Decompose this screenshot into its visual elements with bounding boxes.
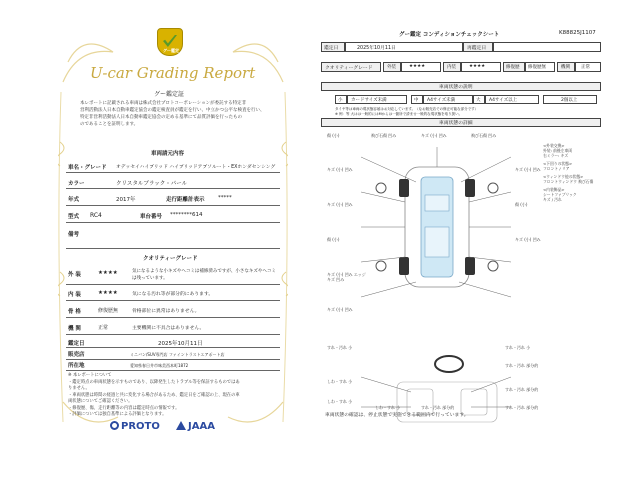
size-note-2: ※ 例：等 大はは一般的にはMからは一箇所で済ませ一般的な現状態を取り扱い。 xyxy=(335,112,463,116)
condition-header: 車両状態の説明 xyxy=(439,85,473,90)
date-label: 鑑定日 xyxy=(324,46,339,51)
zone-right-1: キズ (小) 凹み xyxy=(515,167,541,172)
jaaa-logo: JAAA xyxy=(176,421,215,432)
goo-kantei-badge xyxy=(157,28,183,56)
zone-int-1: すれ・汚れ 小 xyxy=(327,345,353,350)
proto-logo: PROTO xyxy=(110,421,160,432)
vehicle-diagram xyxy=(321,127,601,427)
notes-sidebar: <外装交換> 外装: 前後左車両 右ミラー: キズ <下回りの状態> フロント / リア <ウィンドウ他の状態> フロントウィンドウ 飛び石傷 <内装飾品> シートファブリック キズ / 汚れ xyxy=(543,143,594,202)
zone-left-1: 傷 (小) xyxy=(327,133,340,138)
sheet-footer-note: 車両状態の確認は、停止状態で実施できる範囲内で行っています。 xyxy=(325,413,469,418)
zone-top-3: 飛び石傷 凹み xyxy=(471,133,497,138)
report-title: U-car Grading Report xyxy=(90,64,256,82)
zone-int-8: すれ・汚れ 部分的 xyxy=(421,405,455,410)
zone-left-3: キズ (小) 凹み xyxy=(327,202,353,207)
badge-check-icon xyxy=(163,35,177,47)
grade-label: クオリティーグレード xyxy=(325,66,373,71)
zone-right-2: 傷 (小) xyxy=(515,202,528,207)
date-value: 2025年10月11日 xyxy=(357,46,396,51)
badge-label: グー鑑定 xyxy=(163,48,179,53)
report-notes: ※ 本レポートについて ・鑑定時点の車両状態を示すものであり、以降発生したトラブル等を保証するものではありません。 ・車両状態は時間の経過と共に変化する場合があるため、鑑定日をご確認の上、現在の車両状態についてご確認ください。 ・修復歴、傷、走行距離等の内容は鑑定時点の情報です。 ・評価については独自基準による評価となります。 xyxy=(68,373,240,417)
zone-int-7: すれ・汚れ 部分的 xyxy=(505,405,539,410)
condition-check-sheet: グー鑑定 コンディションチェックシート K88825J1107 鑑定日 2025年10月11日 再鑑定日 クオリティーグレード 外装 ★★★★ 内装 ★★★★ 修復歴 修復歴無 機関 正常 車両状態の説明 小 カードサイズ未満 中 A4サイズ未満 大 A4サイズ以上 2個以上 タイヤ等は車両の現状態容赦はお対応しています。（なお販売店での修正可能な部分です） ※ 例：等 大はは一般的にはMからは一箇所で済ませ一般的な現状態を取り扱い。 車両状態の詳細 傷 (小) キズ (小) 凹み キズ (小) 凹み 傷 (小) キズ (小) 凹み エッジキズ 凹み キズ (小) 凹み 飛び石傷 凹み キズ (小) 凹み 飛び石傷 凹み キズ (小) 凹み 傷 (小) キズ (小) 凹み <外装交換> 外装: 前後左車両 右ミラー: キズ <下回りの状態> フロント / リア <ウィンドウ他の状態> フロントウィンドウ 飛び石傷 <内装飾品> シートファブリック キズ / 汚れ すれ・汚れ 小 すれ・汚れ 小 すれ・汚れ 部分的 すれ・汚れ 部分的 しわ・すれ 小 しわ・すれ 小 すれ・汚れ 部分的 すれ・汚れ 部分的 しわ・すれ 小 車両状態の確認は、停止状態で実施できる範囲内で行っています。 xyxy=(317,30,605,430)
diagram-header: 車両状態の詳細 xyxy=(439,121,473,126)
zone-int-3: すれ・汚れ 部分的 xyxy=(505,363,539,368)
zone-int-4: すれ・汚れ 部分的 xyxy=(505,387,539,392)
zone-int-5: しわ・すれ 小 xyxy=(327,379,353,384)
report-subtitle: グー鑑定証 xyxy=(154,91,185,98)
zone-right-3: キズ (小) 凹み xyxy=(515,237,541,242)
zone-int-9: しわ・すれ 小 xyxy=(375,405,401,410)
grading-report-certificate: グー鑑定 U-car Grading Report グー鑑定証 本レポートに記載される車両は株式会社プロトコーポレーションが委託する特定非 営利活動法人日本自動車鑑定協会の鑑定検査員が鑑定を行い、中立かつ公平な検査を行い、 特定非営利活動法人日本自動車鑑定協会の定める基準にて品質評価を行ったもの のであることを証明します。 車両請元内容 車名・グレード オデッセイハイブリッド ハイブリッドアブソルート・EXホンダセンシング カラー クリスタルブラック・パール 年式 2017年 走行距離計表示 ***** 型式 RC4 車台番号 ********614 備考 クオリティーグレード 外 装 ★★★★ 気になるような小キズやヘコミは補修済みですが、小さなキズやヘコミは残っています。 内 装 ★★★★ 気になる汚れ等が部分的にあります。 骨 格 修復歴無 骨格部位に異常はありません。 機 関 正常 主要機関に不具合はありません。 鑑定日 2025年10月11日 販売店 ミニバン/SUV専門店 ファイントラストエアポート店 所在地 愛知県春日井市味美西本町1872 ※ 本レポートについて ・鑑定時点の車両状態を示すものであり、以降発生したトラブル等を保証するものではありません。 ・車両状態は時間の経過と共に変化する場合があるため、鑑定日をご確認の上、現在の車両状態についてご確認ください。 ・修復歴、傷、走行距離等の内容は鑑定時点の情報です。 ・評価については独自基準による評価となります。 PROTO JAAA xyxy=(58,22,288,452)
intro-text: 本レポートに記載される車両は株式会社プロトコーポレーションが委託する特定非 営利活動法人日本自動車鑑定協会の鑑定検査員が鑑定を行い、中立かつ公平な検査を行い、 特定非営利活動法人日本自動車鑑定協会の定める基準にて品質評価を行ったもの のであることを証明します。 xyxy=(80,101,265,127)
zone-left-5: キズ (小) 凹み エッジキズ 凹み xyxy=(327,272,366,282)
jaaa-logo-icon xyxy=(176,421,186,430)
zone-left-6: キズ (小) 凹み xyxy=(327,307,353,312)
sheet-title: グー鑑定 コンディションチェックシート xyxy=(399,32,500,38)
zone-top-1: 飛び石傷 凹み xyxy=(371,133,397,138)
vehicle-section-header: 車両請元内容 xyxy=(151,151,185,157)
zone-left-2: キズ (小) 凹み xyxy=(327,167,353,172)
zone-top-2: キズ (小) 凹み xyxy=(421,133,447,138)
zone-left-4: 傷 (小) xyxy=(327,237,340,242)
sheet-id: K88825J1107 xyxy=(559,30,596,36)
re-eval-label: 再鑑定日 xyxy=(467,46,487,51)
proto-logo-icon xyxy=(110,421,119,430)
quality-section-header: クオリティーグレード xyxy=(143,256,198,262)
zone-int-2: すれ・汚れ 小 xyxy=(505,345,531,350)
size-note-1: タイヤ等は車両の現状態容赦はお対応しています。（なお販売店での修正可能な部分です） xyxy=(335,107,479,111)
zone-int-6: しわ・すれ 小 xyxy=(327,399,353,404)
